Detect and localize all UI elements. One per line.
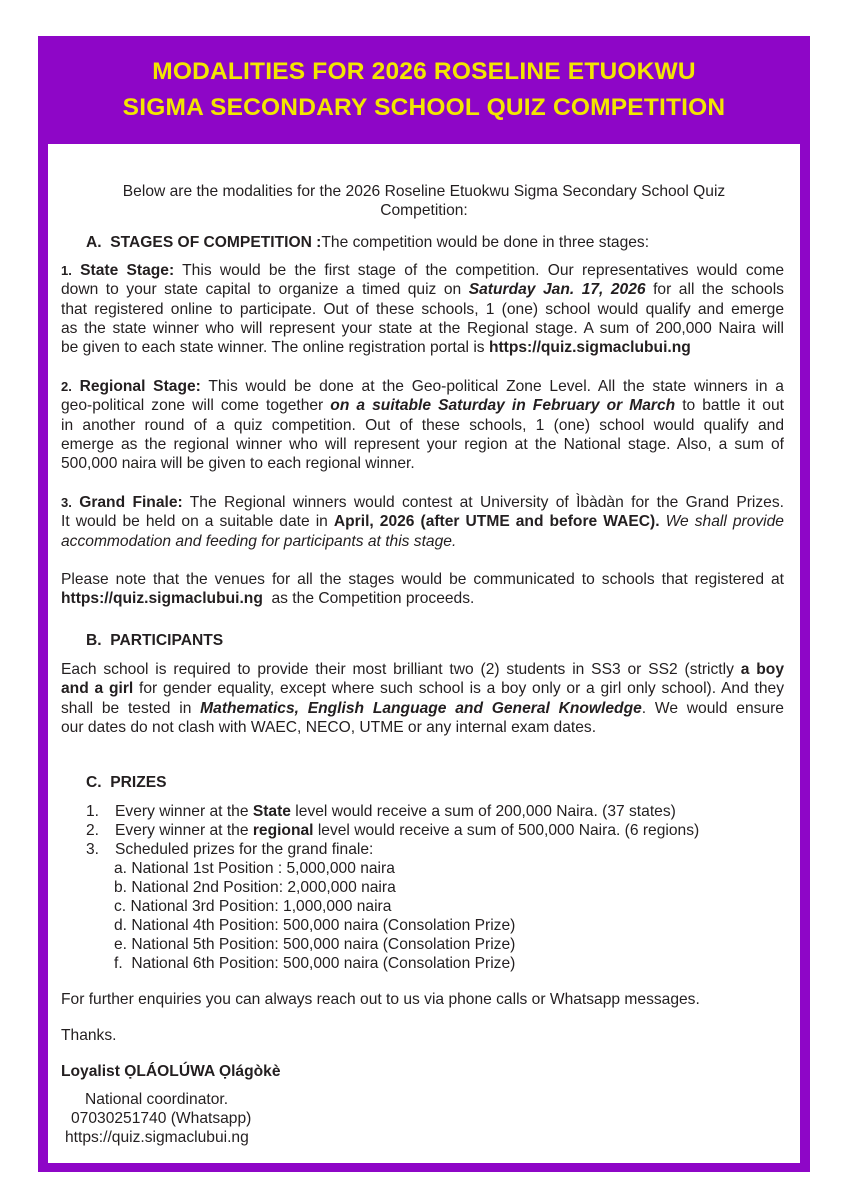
venues-paragraph: Please note that the venues for all the stages would be communicated to schools that registered at https://quiz.sigmaclubui.ng as the Competition proceeds. xyxy=(61,571,784,608)
signatory-phone: 07030251740 (Whatsapp) xyxy=(71,1110,252,1127)
prize-item-state: 1. Every winner at the State level would receive a sum of 200,000 Naira. (37 states) xyxy=(86,803,676,820)
section-a-heading: A. STAGES OF COMPETITION :The competition would be done in three stages: xyxy=(86,234,650,251)
section-c-heading: C. PRIZES xyxy=(86,774,167,791)
participants-paragraph: Each school is required to provide their most brilliant two (2) students in SS3 or SS2 (strictly a boy and a girl for gender equality, except where such school is a boy only or a girl only school). And they shall be tested in Mathematics, English Language and General Knowledge. We would ensure our dates do not clash with WAEC, NECO, UTME or any internal exam dates. xyxy=(61,661,785,736)
prize-sub-6: f. National 6th Position: 500,000 naira (Consolation Prize) xyxy=(114,955,516,972)
document-body xyxy=(48,144,800,1163)
intro-line-1: Below are the modalities for the 2026 Roseline Etuokwu Sigma Secondary School Quiz xyxy=(122,183,726,200)
state-stage-paragraph: 1. State Stage: This would be the first stage of the competition. Our representatives would come down to your state capital to organize a timed quiz on Saturday Jan. 17, 2026 for all the schools that registered online to participate. Out of these schools, 1 (one) school would qualify and emerge as the state winner who will represent your state at the Regional stage. A sum of 200,000 Naira will be given to each state winner. The online registration portal is https://quiz.sigmaclubui.ng xyxy=(61,262,784,357)
title-banner xyxy=(38,36,810,144)
thanks-text: Thanks. xyxy=(61,1027,117,1044)
prize-sub-3: c. National 3rd Position: 1,000,000 naira xyxy=(114,898,392,915)
prize-sub-5: e. National 5th Position: 500,000 naira (Consolation Prize) xyxy=(114,936,516,953)
prize-sub-4: d. National 4th Position: 500,000 naira (Consolation Prize) xyxy=(114,917,516,934)
intro-line-2: Competition: xyxy=(380,202,468,219)
prize-item-regional: 2. Every winner at the regional level would receive a sum of 500,000 Naira. (6 regions) xyxy=(86,822,700,839)
registration-portal-link[interactable]: https://quiz.sigmaclubui.ng xyxy=(488,339,691,357)
competition-site-link[interactable]: https://quiz.sigmaclubui.ng xyxy=(61,590,263,608)
signatory-role: National coordinator. xyxy=(85,1091,229,1108)
grand-finale-paragraph: 3. Grand Finale: The Regional winners would contest at University of Ìbàdàn for the Grand Prizes. It would be held on a suitable date in April, 2026 (after UTME and before WAEC). We shall provide accommodation and feeding for participants at this stage. xyxy=(61,494,784,550)
signatory-name: Loyalist ỌLÁOLÚWA Ọlágòkè xyxy=(61,1063,281,1080)
prize-sub-1: a. National 1st Position : 5,000,000 naira xyxy=(114,860,395,877)
prize-sub-2: b. National 2nd Position: 2,000,000 naira xyxy=(114,879,396,896)
signatory-url[interactable]: https://quiz.sigmaclubui.ng xyxy=(65,1129,249,1146)
title-line-1: MODALITIES FOR 2026 ROSELINE ETUOKWU xyxy=(152,58,696,85)
prize-item-grand-finale: 3. Scheduled prizes for the grand finale: xyxy=(86,841,374,858)
section-b-heading: B. PARTICIPANTS xyxy=(86,632,224,649)
regional-stage-paragraph: 2. Regional Stage: This would be done at the Geo-political Zone Level. All the state winners in a geo-political zone will come together on a suitable Saturday in February or March to battle it out in another round of a quiz competition. Out of these schools, 1 (one) school would qualify and emerge as the regional winner who will represent your region at the National stage. Also, a sum of 500,000 naira will be given to each regional winner. xyxy=(61,378,784,473)
enquiries-text: For further enquiries you can always reach out to us via phone calls or Whatsapp messages. xyxy=(61,991,700,1008)
title-line-2: SIGMA SECONDARY SCHOOL QUIZ COMPETITION xyxy=(122,94,726,121)
document-frame xyxy=(38,36,810,1172)
